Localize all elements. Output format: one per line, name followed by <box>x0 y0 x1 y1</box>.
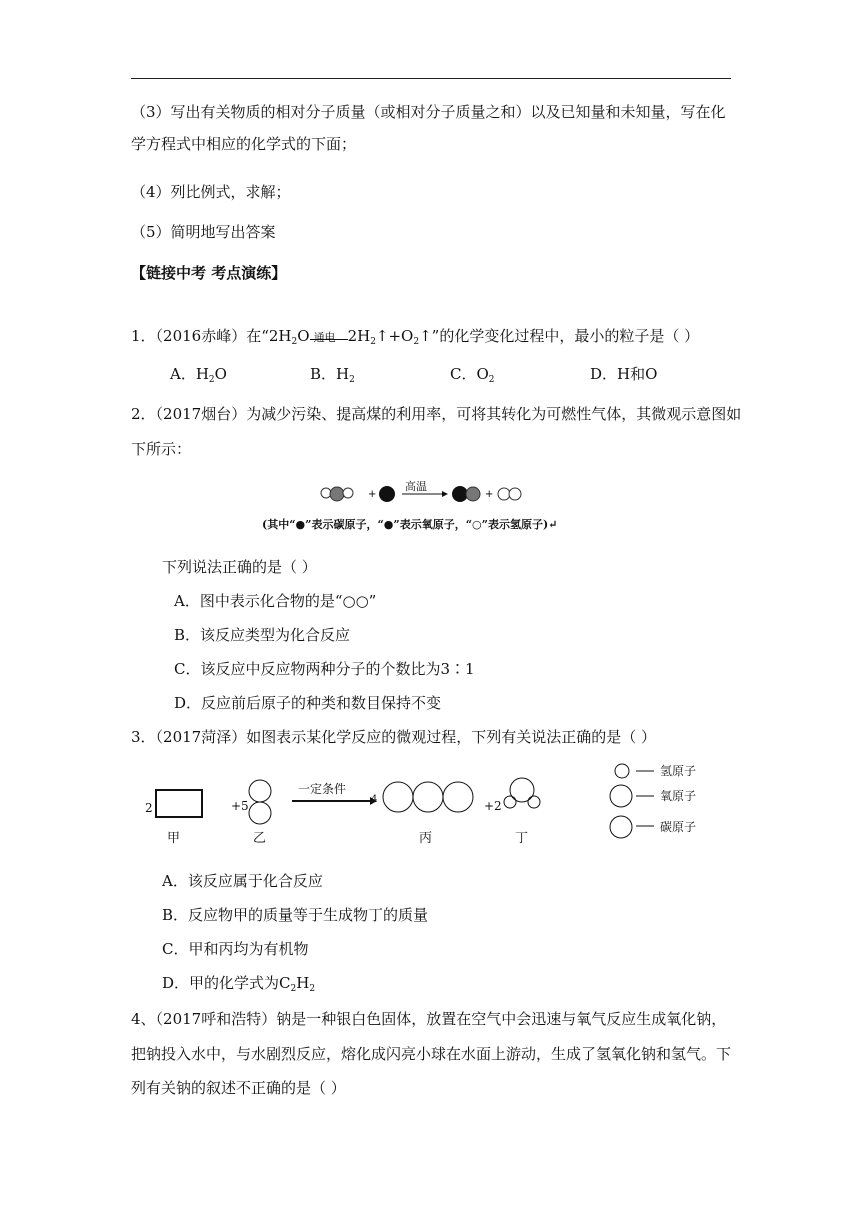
q2-stem-line1: 2．（2017烟台）为减少污染、提高煤的利用率，可将其转化为可燃性气体，其微观示意图如 <box>131 405 742 423</box>
q2-option-b: B．该反应类型为化合反应 <box>174 626 351 644</box>
q1-option-a: A．$H_2O$ <box>170 365 227 385</box>
q3-coef-ding: +2 <box>484 799 502 813</box>
step4: （4）列比例式，求解； <box>131 183 291 201</box>
q2-option-c: C．该反应中反应物两种分子的个数比为3∶1 <box>174 660 475 678</box>
step5: （5）简明地写出答案 <box>131 223 276 241</box>
q1-option-d: D．H和O <box>590 365 658 383</box>
svg-text:+: + <box>368 489 377 500</box>
q3-coef-yi: +5 <box>231 799 249 813</box>
q2-legend: (其中“●”表示碳原子，“●”表示氧原子，“○”表示氢原子)↵ <box>262 518 558 531</box>
q3-reaction-diagram <box>140 756 740 856</box>
step3-line2: 学方程式中相应的化学式的下面； <box>131 135 357 153</box>
q2-stem-line2: 下所示： <box>131 440 192 458</box>
svg-text:+: + <box>485 489 494 500</box>
step3-line1: （3）写出有关物质的相对分子质量（或相对分子质量之和）以及已知量和未知量，写在化 <box>131 103 726 121</box>
q3-name-ding: 丁 <box>515 831 529 846</box>
q1-stem: 1．（2016赤峰）在“$2H_2O$ 通电 $2H_2↑+O_2↑$”的化学变化过程中，最小的粒子是（ ） <box>131 327 700 347</box>
q4-line1: 4、（2017呼和浩特）钠是一种银白色固体，放置在空气中会迅速与氧气反应生成氧化钠， <box>131 1010 727 1028</box>
q3-coef-jia: 2 <box>145 801 153 815</box>
q3-legend-h: 氢原子 <box>660 764 697 778</box>
q3-option-d: D．甲的化学式为$C_2H_2$ <box>162 974 316 994</box>
q3-name-yi: 乙 <box>253 831 267 846</box>
q3-coef-bing: 4 <box>371 794 378 805</box>
q3-option-a: A．该反应属于化合反应 <box>162 872 323 890</box>
q1-option-c: C．$O_2$ <box>450 365 495 385</box>
q2-question: 下列说法正确的是（ ） <box>162 558 317 576</box>
q2-option-d: D．反应前后原子的种类和数目保持不变 <box>174 694 442 712</box>
q2-option-a: A．图中表示化合物的是“○○” <box>174 592 377 610</box>
q3-option-b: B．反应物甲的质量等于生成物丁的质量 <box>162 906 429 924</box>
q3-name-jia: 甲 <box>167 831 181 846</box>
section-title: 【链接中考 考点演练】 <box>131 264 287 282</box>
q3-name-bing: 丙 <box>419 831 433 846</box>
q4-line3: 列有关钠的叙述不正确的是（ ） <box>131 1079 346 1097</box>
q4-line2: 把钠投入水中，与水剧烈反应，熔化成闪亮小球在水面上游动，生成了氢氧化钠和氢气。下 <box>131 1045 732 1063</box>
q1-condition: 通电 <box>313 331 336 344</box>
q2-condition: 高温 <box>405 480 427 493</box>
q1-option-b: B．$H_2$ <box>310 365 355 385</box>
header-rule <box>131 78 731 79</box>
q3-legend-o: 氧原子 <box>660 789 697 803</box>
q3-stem: 3．（2017菏泽）如图表示某化学反应的微观过程，下列有关说法正确的是（ ） <box>131 728 656 746</box>
q3-condition: 一定条件 <box>298 782 347 796</box>
q3-legend-c: 碳原子 <box>660 820 697 834</box>
q3-option-c: C．甲和丙均为有机物 <box>162 940 309 958</box>
